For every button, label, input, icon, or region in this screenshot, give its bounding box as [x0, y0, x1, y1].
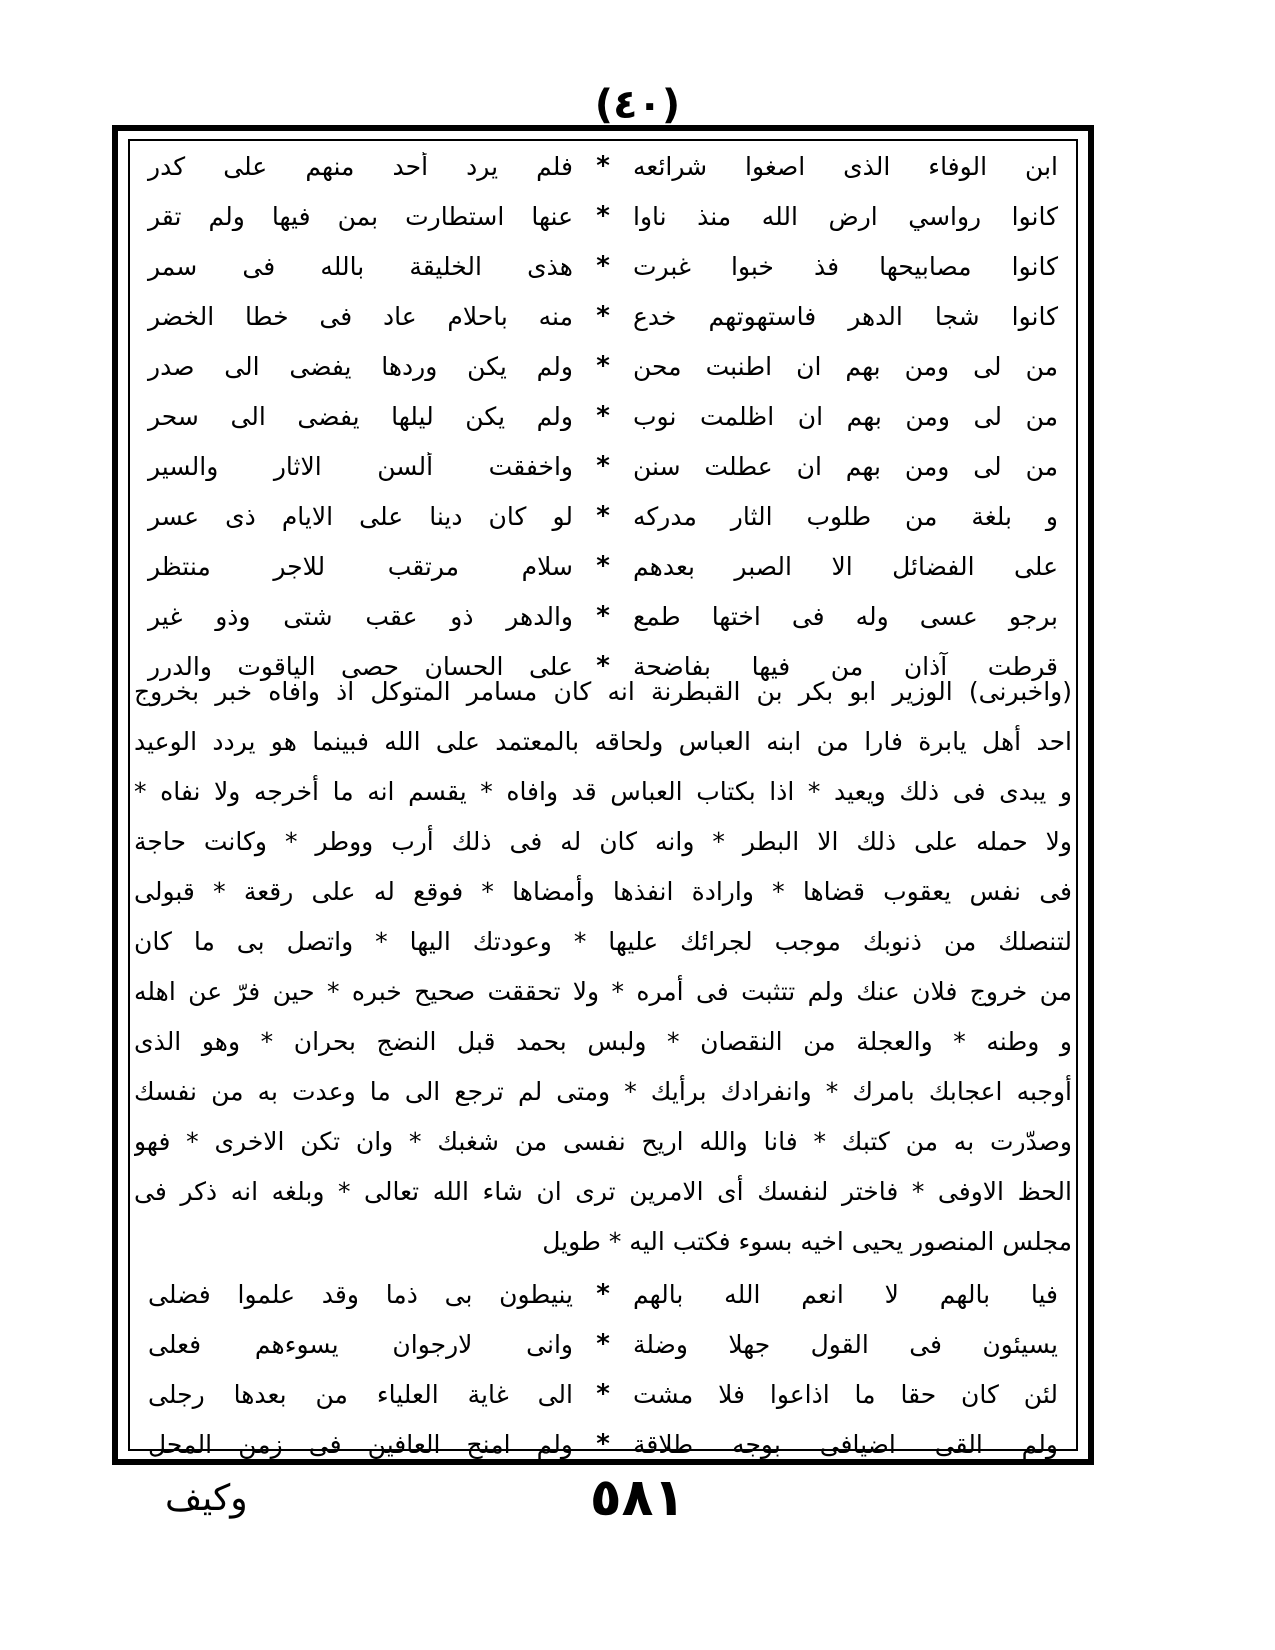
verse-line	[138, 141, 1068, 191]
verse-first-hemistich: ابن الوفاء الذی اصغوا شرائعه	[633, 151, 1058, 181]
verse-line	[138, 1269, 1068, 1319]
prose-line: احد أهل يابرة فارا من ابنه العباس ولحاقه بالمعتمد علی الله فبينما هو يردد الوعيد	[134, 727, 1072, 756]
hemistich-separator-star: *	[596, 251, 610, 281]
verse-first-hemistich: لئن كان حقا ما اذاعوا فلا مشت	[633, 1379, 1058, 1409]
verse-second-hemistich: والدهر ذو عقب شتی وذو غير	[148, 601, 573, 631]
verse-second-hemistich: الی غاية العلياء من بعدها رجلی	[148, 1379, 573, 1409]
hemistich-separator-star: *	[596, 1379, 610, 1409]
hemistich-separator-star: *	[596, 1429, 610, 1459]
prose-line: ولا حمله علی ذلك الا البطر * وانه كان له فی ذلك أرب ووطر * وكانت حاجة	[134, 827, 1072, 856]
hemistich-separator-star: *	[596, 201, 610, 231]
verse-line	[138, 1369, 1068, 1419]
verse-second-hemistich: ينيطون بی ذما وقد علموا فضلی	[148, 1279, 573, 1309]
verse-first-hemistich: علی الفضائل الا الصبر بعدهم	[633, 551, 1058, 581]
verse-line	[138, 591, 1068, 641]
hemistich-separator-star: *	[596, 301, 610, 331]
prose-line: لتنصلك من ذنوبك موجب لجرائك عليها * وعودتك اليها * واتصل بی ما كان	[134, 927, 1072, 956]
verse-line	[138, 291, 1068, 341]
verse-line	[138, 241, 1068, 291]
verse-line	[138, 341, 1068, 391]
prose-line: و وطنه * والعجلة من النقصان * ولبس بحمد قبل النضج بحران * وهو الذی	[134, 1027, 1072, 1056]
prose-line: من خروج فلان عنك ولم تتثبت فی أمره * ولا تحققت صحيح خبره * حين فرّ عن اهله	[134, 977, 1072, 1006]
hemistich-separator-star: *	[596, 501, 610, 531]
verse-line	[138, 191, 1068, 241]
verse-first-hemistich: من لی ومن بهم ان عطلت سنن	[633, 451, 1058, 481]
verse-first-hemistich: من لی ومن بهم ان اظلمت نوب	[633, 401, 1058, 431]
prose-line: فی نفس يعقوب قضاها * وارادة انفذها وأمضاها * فوقع له علی رقعة * قبولی	[134, 877, 1072, 906]
verse-second-hemistich: منه باحلام عاد فی خطا الخضر	[148, 301, 573, 331]
verse-first-hemistich: من لی ومن بهم ان اطنبت محن	[633, 351, 1058, 381]
hemistich-separator-star: *	[596, 401, 610, 431]
hemistich-separator-star: *	[596, 651, 610, 681]
verse-line	[138, 1319, 1068, 1369]
verse-second-hemistich: هذی الخليقة بالله فی سمر	[148, 251, 573, 281]
hemistich-separator-star: *	[596, 1329, 610, 1359]
verse-first-hemistich: قرطت آذان من فيها بفاضحة	[633, 651, 1058, 681]
prose-block	[134, 667, 1072, 1267]
verse-line	[138, 1419, 1068, 1469]
verse-second-hemistich: عنها استطارت بمن فيها ولم تقر	[148, 201, 573, 231]
hemistich-separator-star: *	[596, 451, 610, 481]
folio-number: ٥٨١	[589, 1468, 686, 1528]
verse-line	[138, 541, 1068, 591]
verse-second-hemistich: وانی لارجوان يسوءهم فعلی	[148, 1329, 573, 1359]
verse-second-hemistich: سلام مرتقب للاجر منتظر	[148, 551, 573, 581]
hemistich-separator-star: *	[596, 601, 610, 631]
verse-first-hemistich: و بلغة من طلوب الثار مدركه	[633, 501, 1058, 531]
verse-first-hemistich: كانوا رواسي ارض الله منذ ناوا	[633, 201, 1058, 231]
verse-first-hemistich: كانوا مصابيحها فذ خبوا غبرت	[633, 251, 1058, 281]
verse-second-hemistich: لو كان دينا علی الايام ذی عسر	[148, 501, 573, 531]
verse-first-hemistich: كانوا شجا الدهر فاستهوتهم خدع	[633, 301, 1058, 331]
prose-line: مجلس المنصور يحيى اخيه بسوء فكتب اليه * طويل	[542, 1227, 1072, 1256]
poem-block-1	[138, 141, 1068, 691]
hemistich-separator-star: *	[596, 351, 610, 381]
verse-second-hemistich: علی الحسان حصی الياقوت والدرر	[148, 651, 573, 681]
hemistich-separator-star: *	[596, 551, 610, 581]
prose-line: (واخبرنی) الوزير ابو بكر بن القبطرنة انه كان مسامر المتوكل اذ وافاه خبر بخروج	[134, 677, 1072, 706]
verse-first-hemistich: ولم القى اضيافی بوجه طلاقة	[633, 1429, 1058, 1459]
verse-first-hemistich: برجو عسى وله فی اختها طمع	[633, 601, 1058, 631]
prose-line: وصدّرت به من كتبك * فانا والله اريح نفسی من شغبك * وان تكن الاخری * فهو	[134, 1127, 1072, 1156]
verse-second-hemistich: فلم يرد أحد منهم علی كدر	[148, 151, 573, 181]
verse-second-hemistich: ولم يكن ليلها يفضی الی سحر	[148, 401, 573, 431]
prose-line: أوجبه اعجابك بامرك * وانفرادك برأيك * ومتی لم ترجع الی ما وعدت به من نفسك	[134, 1077, 1072, 1106]
hemistich-separator-star: *	[596, 151, 610, 181]
page-frame	[112, 125, 1094, 1465]
catchword: وكيف	[165, 1478, 248, 1519]
verse-second-hemistich: واخفقت ألسن الاثار والسير	[148, 451, 573, 481]
prose-line: و يبدی فی ذلك ويعيد * اذا بكتاب العباس قد وافاه * يقسم انه ما أخرجه ولا نفاه *	[134, 777, 1072, 806]
hemistich-separator-star: *	[596, 1279, 610, 1309]
page-number: (٤٠)	[594, 82, 681, 128]
verse-line	[138, 391, 1068, 441]
verse-second-hemistich: ولم امنح العافين فی زمن المحل	[148, 1429, 573, 1459]
verse-line	[138, 441, 1068, 491]
verse-first-hemistich: فيا بالهم لا انعم الله بالهم	[633, 1279, 1058, 1309]
poem-block-2	[138, 1269, 1068, 1469]
verse-second-hemistich: ولم يكن وردها يفضی الی صدر	[148, 351, 573, 381]
verse-line	[138, 491, 1068, 541]
verse-first-hemistich: يسيئون فی القول جهلا وضلة	[633, 1329, 1058, 1359]
prose-line: الحظ الاوفی * فاختر لنفسك أی الامرين ترى ان شاء الله تعالی * وبلغه انه ذكر فی	[134, 1177, 1072, 1206]
